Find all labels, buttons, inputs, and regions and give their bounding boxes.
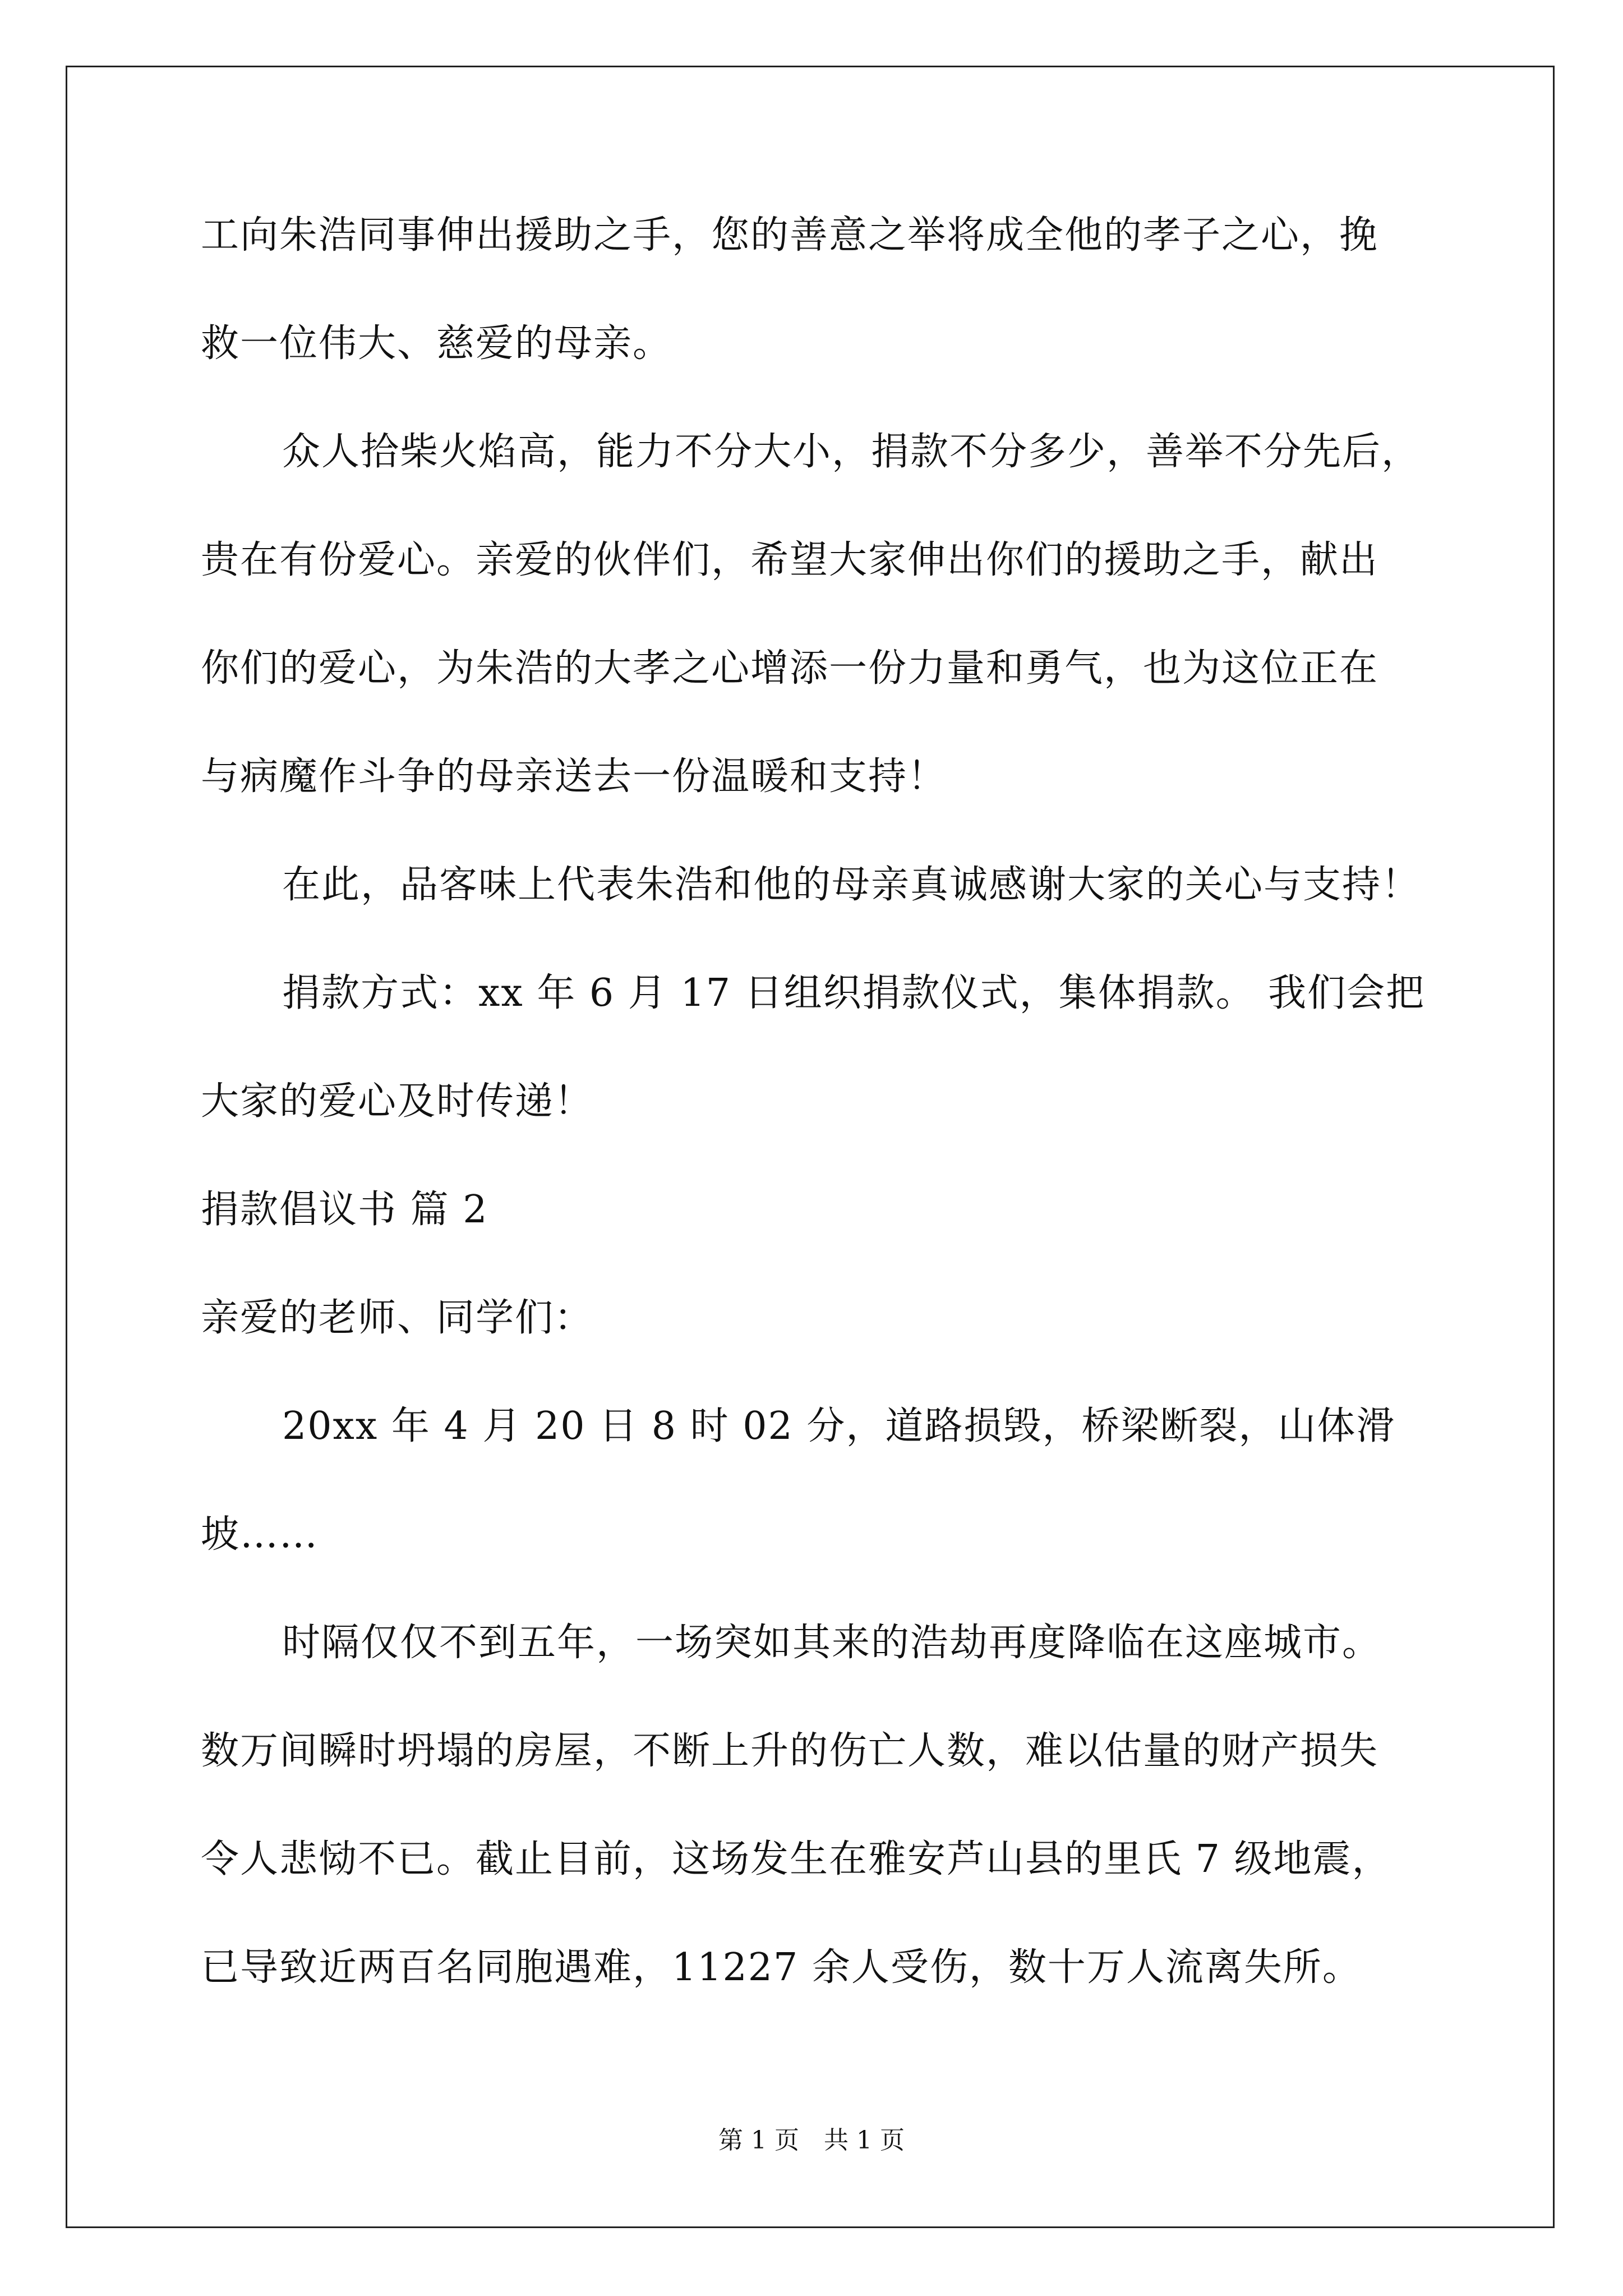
paragraph-line: 已导致近两百名同胞遇难，11227 余人受伤，数十万人流离失所。 — [201, 1945, 1362, 1990]
page-border — [66, 66, 1555, 2228]
paragraph-line: 时隔仅仅不到五年，一场突如其来的浩劫再度降临在这座城市。 — [282, 1621, 1382, 1665]
paragraph-line: 大家的爱心及时传递！ — [201, 1079, 594, 1124]
paragraph-line: 众人拾柴火焰高，能力不分大小，捐款不分多少，善举不分先后， — [282, 430, 1421, 474]
paragraph-line: 工向朱浩同事伸出援助之手，您的善意之举将成全他的孝子之心，挽 — [201, 213, 1379, 257]
paragraph-line: 令人悲恸不已。截止目前，这场发生在雅安芦山县的里氏 7 级地震， — [201, 1837, 1391, 1881]
paragraph-line: 坡…… — [201, 1512, 319, 1557]
section-heading: 捐款倡议书 篇 2 — [201, 1188, 488, 1232]
paragraph-line: 贵在有份爱心。亲爱的伙伴们，希望大家伸出你们的援助之手，献出 — [201, 538, 1379, 582]
page-footer: 第 1 页 共 1 页 — [718, 2126, 905, 2155]
salutation: 亲爱的老师、同学们： — [201, 1296, 594, 1340]
paragraph-line: 20xx 年 4 月 20 日 8 时 02 分，道路损毁，桥梁断裂，山体滑 — [282, 1404, 1396, 1448]
paragraph-line: 你们的爱心，为朱浩的大孝之心增添一份力量和勇气，也为这位正在 — [201, 646, 1379, 691]
paragraph-line: 捐款方式：xx 年 6 月 17 日组织捐款仪式，集体捐款。 我们会把 — [282, 971, 1426, 1015]
paragraph-line: 与病魔作斗争的母亲送去一份温暖和支持！ — [201, 754, 947, 799]
paragraph-line: 在此，品客味上代表朱浩和他的母亲真诚感谢大家的关心与支持！ — [282, 863, 1421, 907]
paragraph-line: 救一位伟大、慈爱的母亲。 — [201, 321, 672, 366]
paragraph-line: 数万间瞬时坍塌的房屋，不断上升的伤亡人数，难以估量的财产损失 — [201, 1729, 1379, 1773]
